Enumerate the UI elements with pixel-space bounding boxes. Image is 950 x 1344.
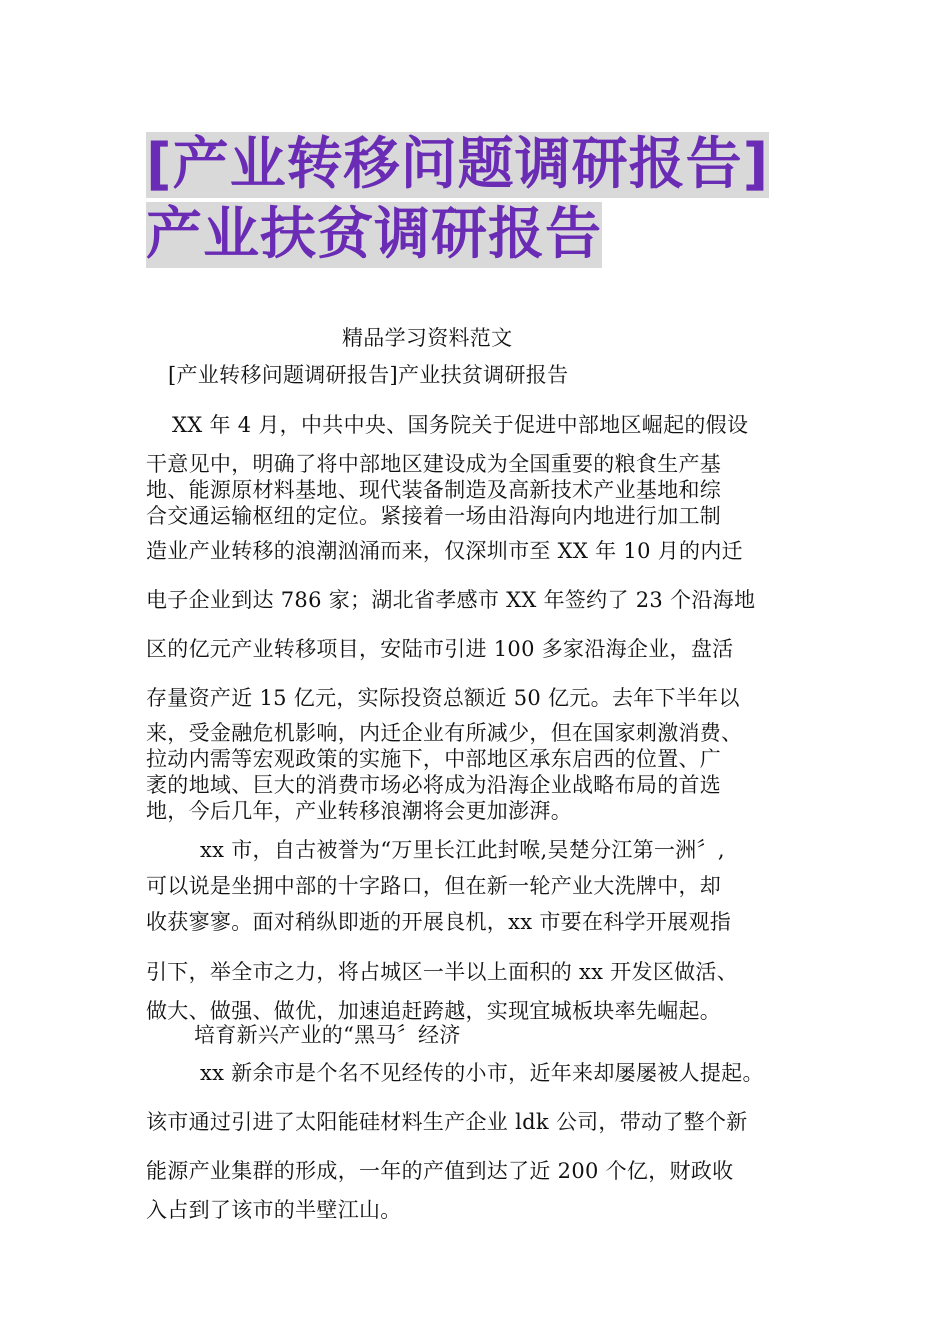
subtitle-center: 精品学习资料范文	[342, 326, 513, 350]
p3-line-4: 入占到了该市的半壁江山。	[146, 1198, 402, 1222]
p3-line-1: xx 新余市是个名不见经传的小市，近年来却屡屡被人提起。	[200, 1061, 764, 1085]
title-line-2: 产业扶贫调研报告	[146, 202, 602, 267]
p1-line-1: XX 年 4 月，中共中央、国务院关于促进中部地区崛起的假设	[172, 413, 749, 437]
p1-line-6: 电子企业到达 786 家；湖北省孝感市 XX 年签约了 23 个沿海地	[146, 588, 756, 612]
section-heading: 培育新兴产业的“黑马〞经济	[194, 1023, 461, 1047]
document-title	[146, 132, 826, 268]
p1-line-4: 合交通运输枢纽的定位。紧接着一场由沿海向内地进行加工制	[146, 504, 722, 528]
p1-line-7: 区的亿元产业转移项目，安陆市引进 100 多家沿海企业，盘活	[146, 637, 734, 661]
subtitle-repeat: [产业转移问题调研报告]产业扶贫调研报告	[168, 363, 569, 387]
p2-line-2: 可以说是坐拥中部的十字路口，但在新一轮产业大洗牌中，却	[146, 874, 722, 898]
title-line-1: [产业转移问题调研报告]	[146, 132, 770, 197]
p1-line-10: 拉动内需等宏观政策的实施下，中部地区承东启西的位置、广	[146, 747, 722, 771]
p1-line-3: 地、能源原材料基地、现代装备制造及高新技术产业基地和综	[146, 478, 722, 502]
p2-line-1: xx 市，自古被誉为“万里长江此封喉,吴楚分江第一洲〞,	[200, 838, 725, 862]
p1-line-9: 来，受金融危机影响，内迁企业有所减少，但在国家刺激消费、	[146, 721, 743, 745]
p3-line-3: 能源产业集群的形成，一年的产值到达了近 200 个亿，财政收	[146, 1159, 734, 1183]
p2-line-3: 收获寥寥。面对稍纵即逝的开展良机，xx 市要在科学开展观指	[146, 910, 732, 934]
p1-line-12: 地，今后几年，产业转移浪潮将会更加澎湃。	[146, 799, 572, 823]
p3-line-2: 该市通过引进了太阳能硅材料生产企业 ldk 公司，带动了整个新	[146, 1110, 748, 1134]
p2-line-5: 做大、做强、做优，加速追赶跨越，实现宜城板块率先崛起。	[146, 999, 722, 1023]
p1-line-2: 干意见中，明确了将中部地区建设成为全国重要的粮食生产基	[146, 452, 722, 476]
p1-line-11: 袤的地域、巨大的消费市场必将成为沿海企业战略布局的首选	[146, 773, 722, 797]
p1-line-8: 存量资产近 15 亿元，实际投资总额近 50 亿元。去年下半年以	[146, 686, 740, 710]
p1-line-5: 造业产业转移的浪潮汹涌而来，仅深圳市至 XX 年 10 月的内迁	[146, 539, 743, 563]
p2-line-4: 引下，举全市之力，将占城区一半以上面积的 xx 开发区做活、	[146, 960, 739, 984]
